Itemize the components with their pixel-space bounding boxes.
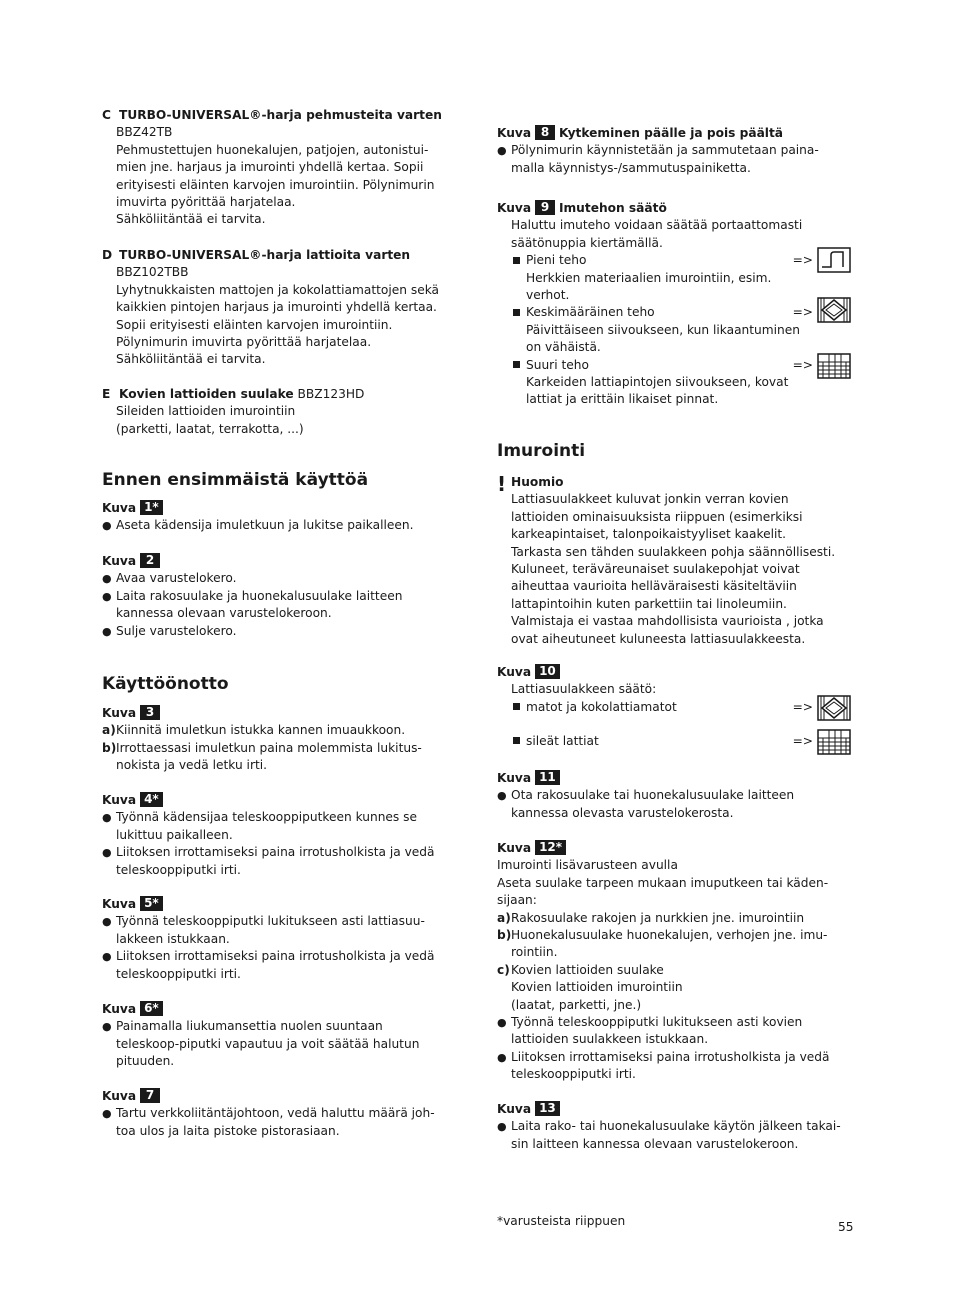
kuva-label: Kuva bbox=[102, 706, 137, 720]
arrow-label: => bbox=[792, 357, 813, 372]
figure-number-badge: 7 bbox=[140, 1088, 160, 1103]
section-heading: Imurointi bbox=[497, 441, 586, 461]
figure-number-badge: 5* bbox=[140, 896, 163, 911]
figure-number-badge: 11 bbox=[535, 770, 560, 785]
text-line: erityisesti eläinten karvojen imurointiin. Pölynimurin bbox=[116, 177, 435, 192]
square-bullet-icon bbox=[513, 257, 520, 264]
text-line: mien jne. harjaus ja imurointi yhdellä kertaa. Sopii bbox=[116, 160, 424, 175]
step-letter: b) bbox=[497, 927, 512, 942]
bullet-icon: ● bbox=[102, 846, 112, 860]
step-text: Kovien lattioiden suulake bbox=[511, 962, 664, 977]
level-desc: Karkeiden lattiapintojen siivoukseen, kovat bbox=[526, 374, 789, 389]
kuva-label: Kuva bbox=[102, 554, 137, 568]
text-line: Sileiden lattioiden imurointiin bbox=[116, 404, 296, 419]
model-code: BBZ42TB bbox=[116, 125, 173, 140]
level-name: Suuri teho bbox=[526, 357, 589, 372]
bullet-text: Liitoksen irrottamiseksi paina irrotusholkista ja vedä bbox=[511, 1049, 830, 1064]
text-line: (parketti, laatat, terrakotta, ...) bbox=[116, 421, 304, 436]
low-power-icon bbox=[817, 247, 851, 273]
square-bullet-icon bbox=[513, 737, 520, 744]
accessory-e bbox=[102, 386, 462, 438]
level-desc: Päivittäiseen siivoukseen, kun likaantuminen bbox=[526, 322, 800, 337]
kuva-label: Kuva bbox=[497, 841, 532, 855]
kuva-4 bbox=[102, 792, 462, 879]
item-title: TURBO-UNIVERSAL®-harja lattioita varten bbox=[119, 248, 411, 262]
text-line: Imurointi lisävarusteen avulla bbox=[497, 858, 678, 873]
bullet-text: teleskooppiputki irti. bbox=[116, 966, 241, 981]
kuva-title: Imutehon säätö bbox=[558, 201, 667, 215]
bullet-text: toa ulos ja laita pistoke pistorasiaan. bbox=[116, 1123, 340, 1138]
note-line: lattioiden ominaisuuksista riippuen (esimerkiksi bbox=[511, 509, 803, 524]
bullet-icon: ● bbox=[102, 572, 112, 586]
kuva-label: Kuva bbox=[497, 665, 532, 679]
bullet-text: pituuden. bbox=[116, 1054, 175, 1069]
figure-number-badge: 4* bbox=[140, 792, 163, 807]
bullet-icon: ● bbox=[102, 1020, 112, 1034]
figure-number-badge: 13 bbox=[535, 1101, 560, 1116]
bullet-text: lakkeen istukkaan. bbox=[116, 931, 230, 946]
accessory-c bbox=[102, 107, 462, 229]
text-line: Sopii erityisesti eläinten karvojen imurointiin. bbox=[116, 317, 393, 332]
page-number: 55 bbox=[838, 1220, 854, 1234]
arrow-label: => bbox=[792, 733, 813, 748]
bullet-text: lukittuu paikalleen. bbox=[116, 827, 233, 842]
arrow-label: => bbox=[792, 699, 813, 714]
hard-floor-icon bbox=[817, 729, 851, 755]
item-letter: D bbox=[102, 248, 113, 262]
note-line: lattapintoihin kuten parkettiin tai linoleumiin. bbox=[511, 596, 787, 611]
figure-number-badge: 6* bbox=[140, 1001, 163, 1016]
item-letter: E bbox=[102, 387, 111, 401]
level-name: Pieni teho bbox=[526, 253, 587, 268]
step-text: rointiin. bbox=[511, 945, 558, 960]
bullet-text: Painamalla liukumansettia nuolen suuntaan bbox=[116, 1019, 383, 1034]
power-level-high bbox=[497, 357, 857, 409]
carpet-icon bbox=[817, 297, 851, 323]
step-text: Rakosuulake rakojen ja nurkkien jne. imurointiin bbox=[511, 910, 805, 925]
text-line: sijaan: bbox=[497, 893, 537, 908]
note-line: Tarkasta sen tähden suulakkeen pohja säännöllisesti. bbox=[511, 544, 836, 559]
step-text: Huonekalusuulake huonekalujen, verhojen jne. imu- bbox=[511, 927, 828, 942]
bullet-text: kannessa olevaan varustelokeroon. bbox=[116, 606, 332, 621]
bullet-icon: ● bbox=[497, 789, 507, 803]
note-line: aiheuttaa vaurioita helläväraisesti käsiteltäviin bbox=[511, 579, 797, 594]
model-code: BBZ123HD bbox=[297, 387, 365, 401]
note-line: Kuluneet, teräväreunaiset suulakepohjat voivat bbox=[511, 561, 800, 576]
arrow-label: => bbox=[792, 253, 813, 268]
kuva-6 bbox=[102, 1001, 462, 1071]
text-line: imuvirta pyörittää harjatelaa. bbox=[116, 194, 296, 209]
text-line: Pölynimurin imuvirta pyörittää harjatelaa. bbox=[116, 334, 372, 349]
bullet-text: kannessa olevasta varustelokerosta. bbox=[511, 805, 734, 820]
figure-number-badge: 9 bbox=[535, 200, 555, 215]
bullet-text: Tartu verkkoliitäntäjohtoon, vedä haluttu määrä joh- bbox=[116, 1106, 435, 1121]
text-line: Lyhytnukkaisten mattojen ja kokolattiamattojen sekä bbox=[116, 282, 440, 297]
square-bullet-icon bbox=[513, 309, 520, 316]
step-text: (laatat, parketti, jne.) bbox=[511, 997, 642, 1012]
level-name: Keskimääräinen teho bbox=[526, 305, 655, 320]
bullet-text: Aseta kädensija imuletkuun ja lukitse paikalleen. bbox=[116, 518, 414, 533]
footnote: *varusteista riippuen bbox=[497, 1214, 626, 1228]
hard-floor-icon bbox=[817, 353, 851, 379]
kuva-label: Kuva bbox=[102, 793, 137, 807]
level-desc: Herkkien materiaalien imurointiin, esim. bbox=[526, 270, 772, 285]
power-level-medium bbox=[497, 304, 857, 356]
note-title: Huomio bbox=[511, 475, 564, 489]
note-line: ovat aiheutuneet kuluneesta lattiasuulakkeesta. bbox=[511, 631, 806, 646]
bullet-text: Laita rakosuulake ja huonekalusuulake laitteen bbox=[116, 588, 403, 603]
bullet-icon: ● bbox=[102, 811, 112, 825]
bullet-text: Pölynimurin käynnistetään ja sammutetaan paina- bbox=[511, 143, 819, 158]
kuva-title: Kytkeminen päälle ja pois päältä bbox=[558, 126, 784, 140]
step-text: Kovien lattioiden imurointiin bbox=[511, 980, 683, 995]
figure-number-badge: 8 bbox=[535, 125, 555, 140]
level-desc: on vähäistä. bbox=[526, 340, 601, 355]
kuva-10 bbox=[497, 664, 857, 750]
square-bullet-icon bbox=[513, 703, 520, 710]
bullet-text: teleskoop-piputki vapautuu ja voit säätää halutun bbox=[116, 1036, 420, 1051]
bullet-text: Työnnä teleskooppiputki lukitukseen asti lattiasuu- bbox=[116, 914, 425, 929]
bullet-icon: ● bbox=[102, 624, 112, 638]
bullet-text: Laita rako- tai huonekalusuulake käytön jälkeen takai- bbox=[511, 1119, 841, 1134]
text-line: Lattiasuulakkeen säätö: bbox=[511, 682, 657, 697]
figure-number-badge: 1* bbox=[140, 500, 163, 515]
bullet-text: Avaa varustelokero. bbox=[116, 571, 237, 586]
item-letter: C bbox=[102, 108, 111, 122]
item-title: Kovien lattioiden suulake bbox=[119, 387, 294, 401]
bullet-text: Ota rakosuulake tai huonekalusuulake laitteen bbox=[511, 788, 795, 803]
power-level-low bbox=[497, 252, 857, 304]
bullet-icon: ● bbox=[497, 1015, 507, 1029]
figure-number-badge: 10 bbox=[535, 664, 560, 679]
bullet-text: Liitoksen irrottamiseksi paina irrotusholkista ja vedä bbox=[116, 845, 435, 860]
kuva-label: Kuva bbox=[497, 201, 532, 215]
kuva-1 bbox=[102, 500, 462, 535]
model-code: BBZ102TBB bbox=[116, 265, 189, 280]
bullet-text: lattioiden suulakkeen istukkaan. bbox=[511, 1032, 709, 1047]
kuva-label: Kuva bbox=[102, 897, 137, 911]
text-line: Haluttu imuteho voidaan säätää portaattomasti bbox=[511, 218, 803, 233]
note-line: Lattiasuulakkeet kuluvat jonkin verran kovien bbox=[511, 492, 789, 507]
kuva-label: Kuva bbox=[497, 1102, 532, 1116]
figure-number-badge: 3 bbox=[140, 705, 160, 720]
note-line: karkeapintaiset, talonpoikaistyyliset kaakelit. bbox=[511, 527, 787, 542]
text-line: Sähköliitäntää ei tarvita. bbox=[116, 212, 266, 227]
kuva-11 bbox=[497, 770, 857, 822]
step-text: Kiinnitä imuletkun istukka kannen imuaukkoon. bbox=[116, 723, 406, 738]
section-heading: Ennen ensimmäistä käyttöä bbox=[102, 470, 369, 490]
bullet-text: teleskooppiputki irti. bbox=[116, 862, 241, 877]
arrow-label: => bbox=[792, 305, 813, 320]
carpet-icon bbox=[817, 695, 851, 721]
kuva-13 bbox=[497, 1101, 857, 1153]
section-heading: Käyttöönotto bbox=[102, 674, 229, 694]
exclamation-icon: ! bbox=[497, 472, 507, 496]
kuva-3 bbox=[102, 705, 462, 775]
kuva-7 bbox=[102, 1088, 462, 1140]
bullet-text: Työnnä teleskooppiputki lukitukseen asti kovien bbox=[511, 1014, 803, 1029]
kuva-label: Kuva bbox=[102, 1002, 137, 1016]
kuva-label: Kuva bbox=[497, 771, 532, 785]
kuva-label: Kuva bbox=[497, 126, 532, 140]
bullet-icon: ● bbox=[102, 915, 112, 929]
step-text: nokista ja vedä letku irti. bbox=[116, 758, 267, 773]
option-name: sileät lattiat bbox=[526, 733, 599, 748]
accessory-d bbox=[102, 247, 462, 369]
level-desc: lattiat ja erittäin likaiset pinnat. bbox=[526, 392, 719, 407]
bullet-text: sin laitteen kannessa olevaan varustelokeroon. bbox=[511, 1136, 799, 1151]
text-line: säätönuppia kiertämällä. bbox=[511, 235, 663, 250]
kuva-8 bbox=[497, 125, 857, 177]
warning-note bbox=[497, 474, 857, 648]
bullet-text: malla käynnistys-/sammutuspainiketta. bbox=[511, 160, 751, 175]
text-line: Pehmustettujen huonekalujen, patjojen, autonistui- bbox=[116, 142, 429, 157]
text-line: Sähköliitäntää ei tarvita. bbox=[116, 352, 266, 367]
step-letter: c) bbox=[497, 962, 510, 977]
square-bullet-icon bbox=[513, 361, 520, 368]
bullet-icon: ● bbox=[102, 950, 112, 964]
step-letter: a) bbox=[497, 910, 511, 925]
kuva-9 bbox=[497, 200, 857, 409]
bullet-icon: ● bbox=[497, 144, 507, 158]
step-letter: a) bbox=[102, 723, 116, 738]
text-line: Aseta suulake tarpeen mukaan imuputkeen tai käden- bbox=[497, 875, 829, 890]
item-title: TURBO-UNIVERSAL®-harja pehmusteita varten bbox=[119, 108, 442, 122]
kuva-2 bbox=[102, 553, 462, 640]
floor-option-carpet bbox=[497, 699, 857, 733]
bullet-text: Liitoksen irrottamiseksi paina irrotusholkista ja vedä bbox=[116, 949, 435, 964]
bullet-icon: ● bbox=[497, 1050, 507, 1064]
figure-number-badge: 2 bbox=[140, 553, 160, 568]
bullet-text: Sulje varustelokero. bbox=[116, 623, 237, 638]
bullet-icon: ● bbox=[497, 1120, 507, 1134]
step-text: Irrottaessasi imuletkun paina molemmista lukitus- bbox=[116, 740, 422, 755]
step-letter: b) bbox=[102, 740, 117, 755]
option-name: matot ja kokolattiamatot bbox=[526, 699, 677, 714]
bullet-icon: ● bbox=[102, 1107, 112, 1121]
floor-option-hard bbox=[497, 733, 857, 750]
bullet-text: teleskooppiputki irti. bbox=[511, 1067, 636, 1082]
bullet-icon: ● bbox=[102, 519, 112, 533]
bullet-icon: ● bbox=[102, 589, 112, 603]
level-desc: verhot. bbox=[526, 287, 570, 302]
kuva-5 bbox=[102, 896, 462, 983]
note-line: Valmistaja ei vastaa mahdollisista vaurioista , jotka bbox=[511, 614, 824, 629]
figure-number-badge: 12* bbox=[535, 840, 566, 855]
kuva-label: Kuva bbox=[102, 501, 137, 515]
text-line: kaikkien pintojen harjaus ja imurointi yhdellä kertaa. bbox=[116, 300, 437, 315]
bullet-text: Työnnä kädensijaa teleskooppiputkeen kunnes se bbox=[116, 810, 417, 825]
kuva-12 bbox=[497, 840, 857, 1083]
kuva-label: Kuva bbox=[102, 1089, 137, 1103]
